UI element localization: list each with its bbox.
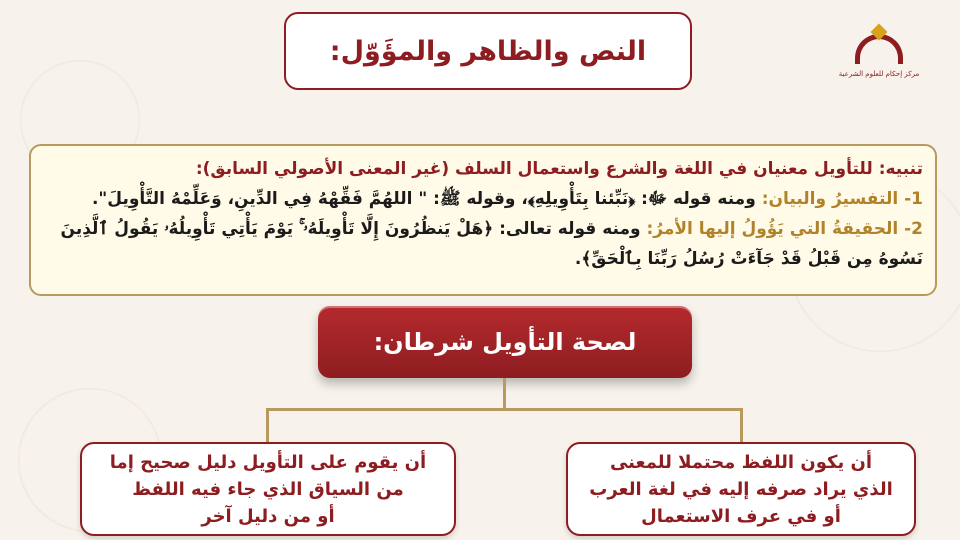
note-item-2-text: ومنه قوله تعالى: ﴿هَلْ يَنظُرُونَ إِلَّا تَأْوِيلَهُۥ ۚ يَوْمَ يَأْتِي تَأْوِيلُهُۥ يَقُولُ ٱلَّذِينَ <box>60 219 641 239</box>
note-intro-line <box>43 154 923 184</box>
condition-box-2 <box>80 442 456 536</box>
note-item-1-label: 1- التفسيرُ والبيان: <box>761 189 923 209</box>
condition-1-line-2: الذي يراد صرفه إليه في لغة العرب <box>589 478 893 500</box>
conditions-header-text: لصحة التأويل شرطان: <box>373 328 637 356</box>
logo-mark-icon <box>849 26 909 68</box>
note-item-2-continuation <box>43 244 923 274</box>
connector-right-drop <box>740 408 743 442</box>
note-item-2-cont-text: نَسُوهُ مِن قَبْلُ قَدْ جَآءَتْ رُسُلُ رَبِّنَا بِٱلْحَقِّ﴾. <box>574 249 923 269</box>
connector-vertical-main <box>503 378 506 410</box>
condition-1-line-3: أو في عرف الاستعمال <box>641 505 841 527</box>
connector-left-drop <box>266 408 269 442</box>
title-box <box>284 12 692 90</box>
conditions-header <box>318 306 692 378</box>
page-title: النص والظاهر والمؤَوّل: <box>329 35 647 67</box>
condition-2-line-3: أو من دليل آخر <box>201 505 335 527</box>
note-item-2-label: 2- الحقيقةُ التي يَؤُولُ إليها الأمرُ: <box>646 219 923 239</box>
note-intro: للتأويل معنيان في اللغة والشرع واستعمال السلف (غير المعنى الأصولي السابق): <box>195 159 873 179</box>
condition-1-line-1: أن يكون اللفظ محتملا للمعنى <box>609 451 873 473</box>
logo <box>838 26 920 94</box>
condition-2-line-1: أن يقوم على التأويل دليل صحيح إما <box>109 451 427 473</box>
note-item-1 <box>43 184 923 214</box>
connector-horizontal <box>266 408 742 411</box>
note-item-2 <box>43 214 923 244</box>
note-item-1-text: ومنه قوله ﷻ: ﴿نَبِّئنا بِتَأْوِيلِهِ﴾، وقوله ﷺ: " اللهُمَّ فَقِّهْهُ فِي الدِّينِ، وَعَلِّمْهُ التَّأْوِيلَ". <box>91 189 756 209</box>
logo-subtitle: مركز إحكام للعلوم الشرعية <box>838 70 920 78</box>
condition-box-1 <box>566 442 916 536</box>
note-label: تنبيه: <box>878 159 923 179</box>
condition-2-line-2: من السياق الذي جاء فيه اللفظ <box>132 478 404 500</box>
note-box <box>29 144 937 296</box>
